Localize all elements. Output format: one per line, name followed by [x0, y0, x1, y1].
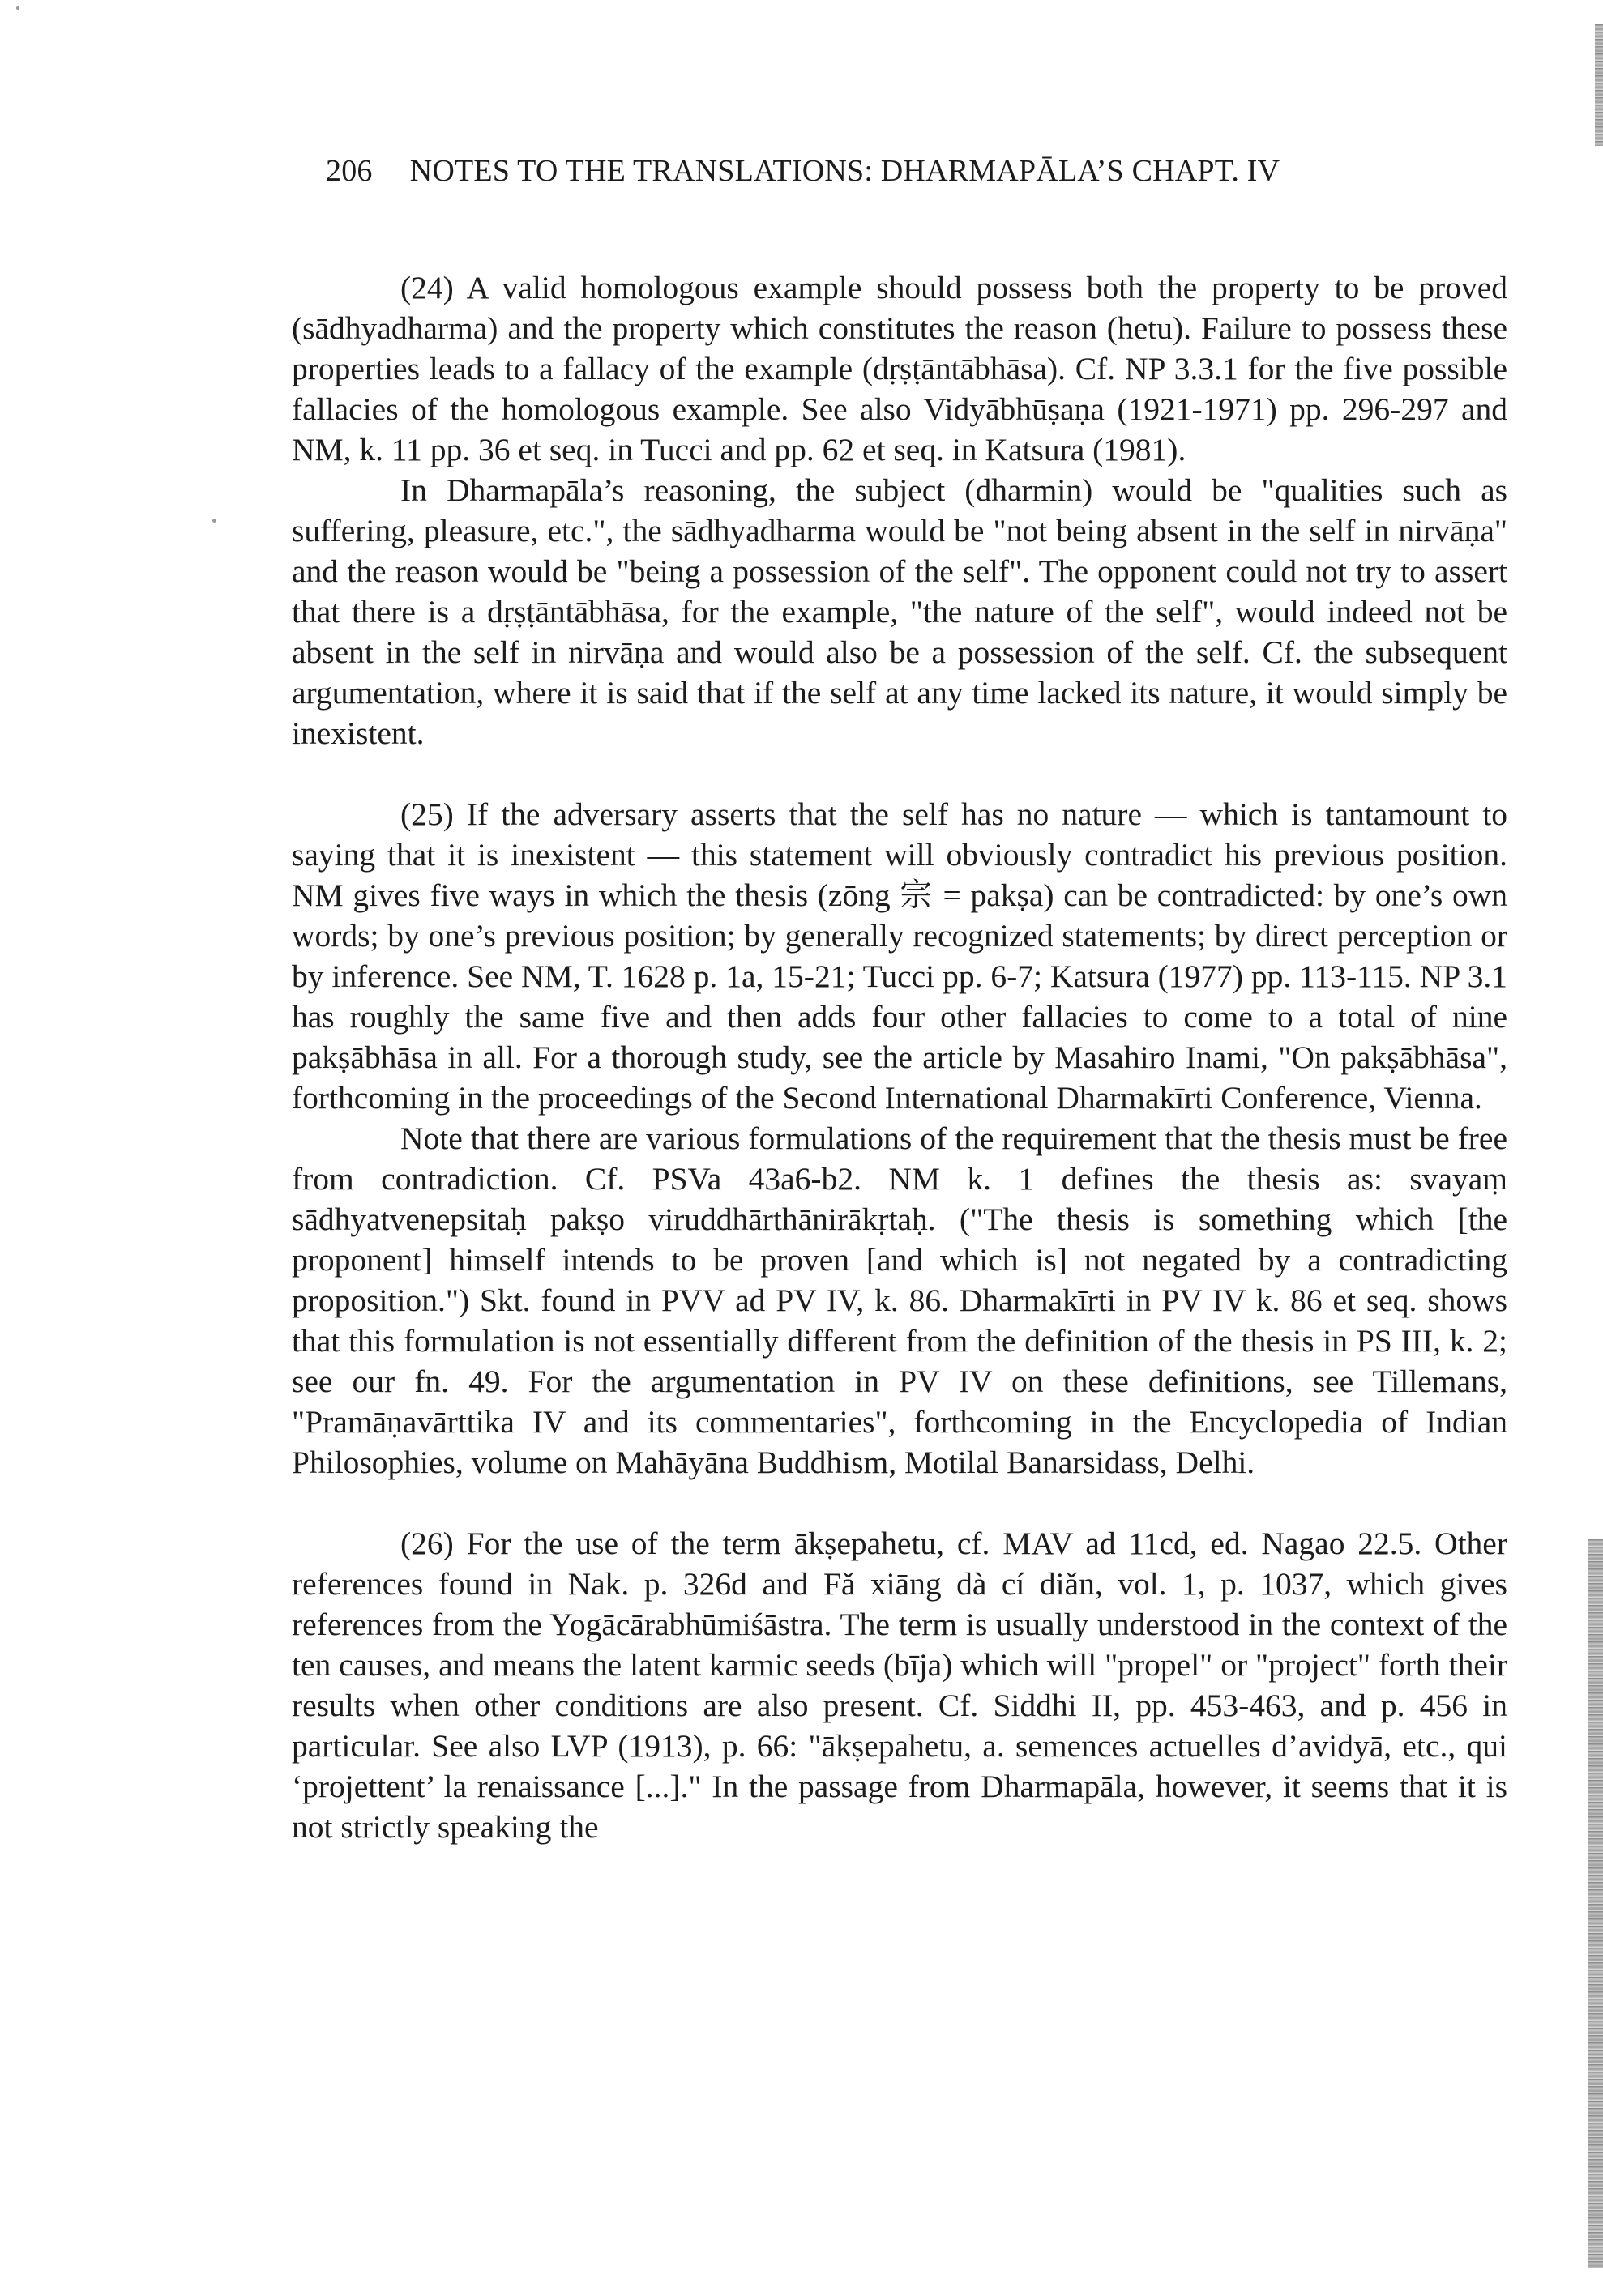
- paragraph: (26) For the use of the term ākṣepahetu, cf. MAV ad 11cd, ed. Nagao 22.5. Other references found in Nak. p. 326d and Fǎ xiāng dà cí diǎn, vol. 1, p. 1037, which gives references from the Yogācārabhūmiśāstra. The term is usually understood in the context of the ten causes, and means the latent karmic seeds (bīja) which will "propel" or "project" forth their results when other conditions are also present. Cf. Siddhi II, pp. 453-463, and p. 456 in particular. See also LVP (1913), p. 66: "ākṣepahetu, a. semences actuelles d’avidyā, etc., qui ‘projettent’ la renaissance [...]." In the passage from Dharmapāla, however, it seems that it is not strictly speaking the: [292, 1526, 1507, 1845]
- paragraph: Note that there are various formulations of the requirement that the thesis must be free from contradiction. Cf. PSVa 43a6-b2. NM k. 1 defines the thesis as: svayaṃ sādhyatvenepsitaḥ pakṣo viruddhārthānirākṛtaḥ. ("The thesis is something which [the proponent] himself intends to be proven [and which is] not negated by a contradicting proposition.") Skt. found in PVV ad PV IV, k. 86. Dharmakīrti in PV IV k. 86 et seq. shows that this formulation is not essentially different from the definition of the thesis in PS III, k. 2; see our fn. 49. For the argumentation in PV IV on these definitions, see Tillemans, "Pramāṇavārttika IV and its commentaries", forthcoming in the Encyclopedia of Indian Philosophies, volume on Mahāyāna Buddhism, Motilal Banarsidass, Delhi.: [292, 1120, 1507, 1480]
- note-24: [292, 267, 1507, 753]
- paragraph: (25) If the adversary asserts that the self has no nature — which is tantamount to saying that it is inexistent — this statement will obviously contradict his previous position. NM gives five ways in which the thesis (zōng 宗 = pakṣa) can be contradicted: by one’s own words; by one’s previous position; by generally recognized statements; by direct perception or by inference. See NM, T. 1628 p. 1a, 15-21; Tucci pp. 6-7; Katsura (1977) pp. 113-115. NP 3.1 has roughly the same five and then adds four other fallacies to come to a total of nine pakṣābhāsa in all. For a thorough study, see the article by Masahiro Inami, "On pakṣābhāsa", forthcoming in the proceedings of the Second International Dharmakīrti Conference, Vienna.: [292, 796, 1507, 1116]
- note-25: [292, 794, 1507, 1483]
- scan-speck: [212, 519, 216, 523]
- running-title: NOTES TO THE TRANSLATIONS: DHARMAPĀLA’S CHAPT. IV: [409, 154, 1280, 188]
- page-number: 206: [326, 154, 373, 188]
- paragraph: (24) A valid homologous example should possess both the property to be proved (sādhyadharma) and the property which constitutes the reason (hetu). Failure to possess these properties leads to a fallacy of the example (dṛṣṭāntābhāsa). Cf. NP 3.3.1 for the five possible fallacies of the homologous example. See also Vidyābhūṣaṇa (1921-1971) pp. 296-297 and NM, k. 11 pp. 36 et seq. in Tucci and pp. 62 et seq. in Katsura (1981).: [292, 270, 1507, 467]
- running-header: [326, 152, 1541, 190]
- scan-edge-artifact: [1595, 24, 1603, 146]
- note-26: [292, 1523, 1507, 1847]
- notes-body: [292, 267, 1507, 1847]
- scan-speck: [16, 6, 19, 10]
- paragraph: In Dharmapāla’s reasoning, the subject (dharmin) would be "qualities such as suffering, pleasure, etc.", the sādhyadharma would be "not being absent in the self in nirvāṇa" and the reason would be "being a possession of the self". The opponent could not try to assert that there is a dṛṣṭāntābhāsa, for the example, "the nature of the self", would indeed not be absent in the self in nirvāṇa and would also be a possession of the self. Cf. the subsequent argumentation, where it is said that if the self at any time lacked its nature, it would simply be inexistent.: [292, 472, 1507, 751]
- scan-edge-artifact: [1588, 1539, 1603, 2268]
